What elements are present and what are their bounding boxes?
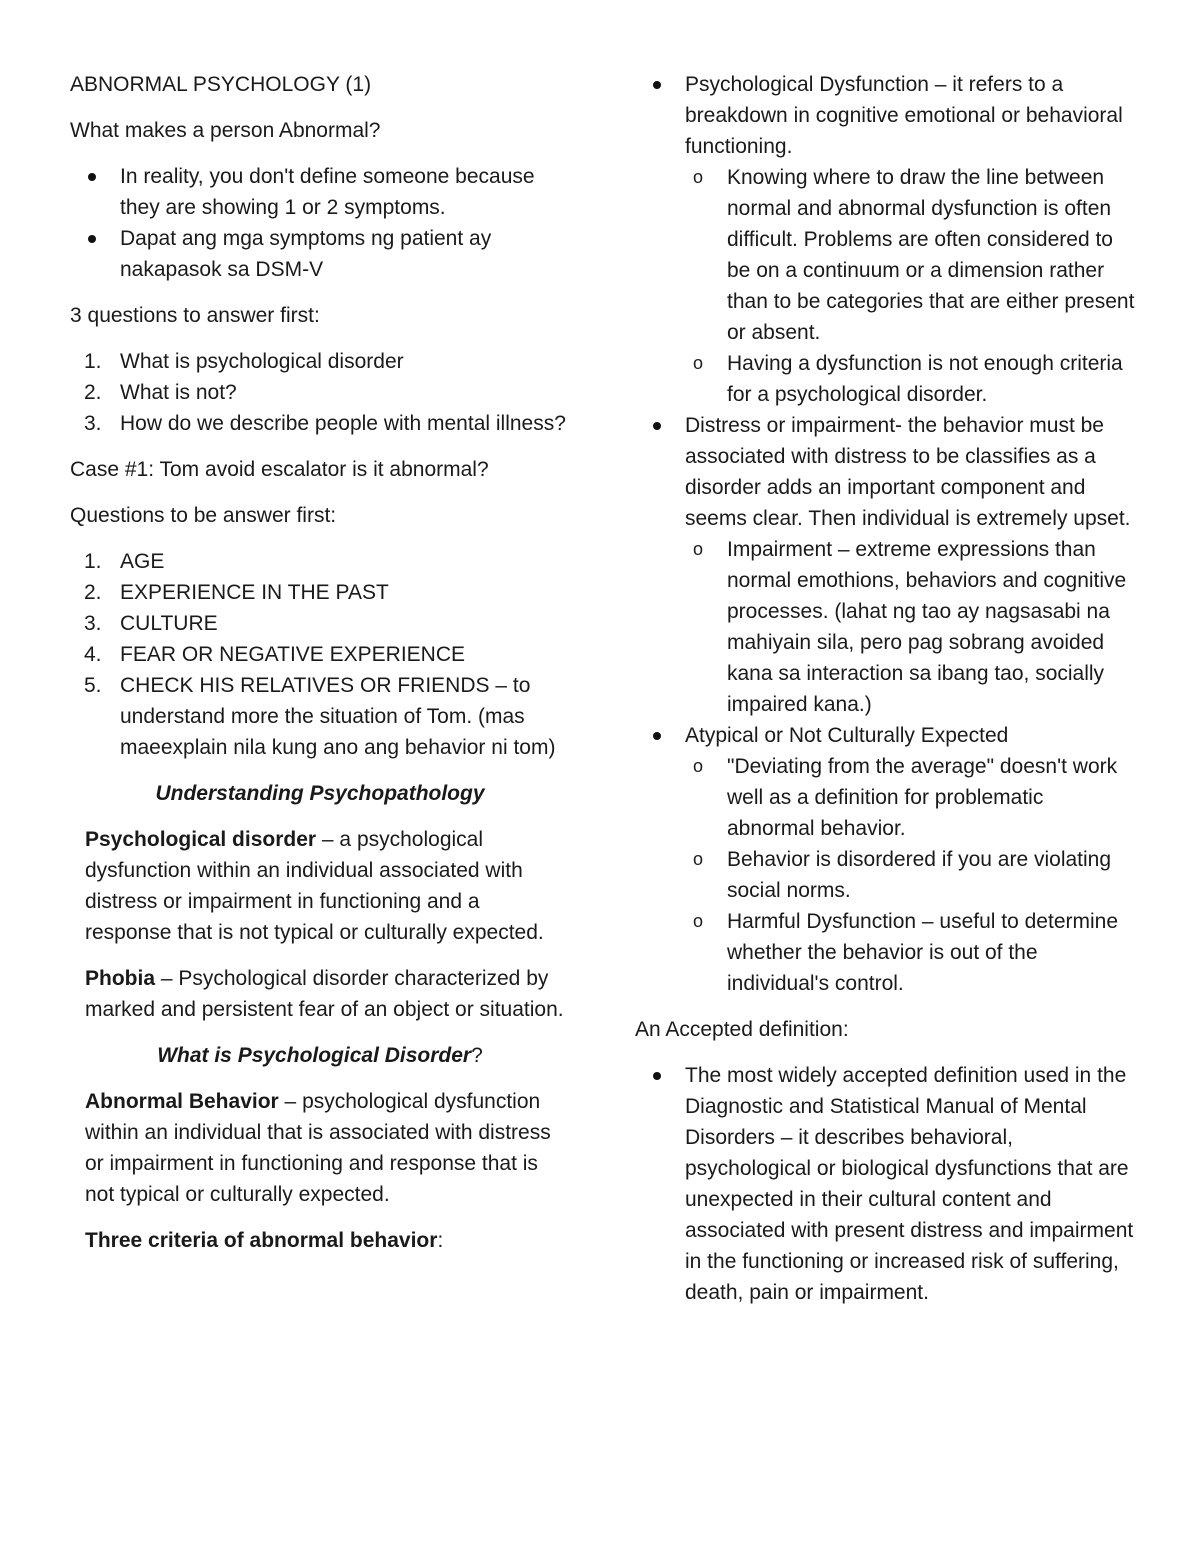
list-number: 2.: [84, 381, 102, 404]
left-column: [70, 69, 570, 1271]
list-number: 3.: [84, 612, 102, 635]
list-item: [635, 720, 1135, 999]
sub-list-item: o Impairment – extreme expressions than normal emothions, behaviors and cognitive processes. (lahat ng tao ay nagsasabi na mahiyain sila, pero pag sobrang avoided kana sa interaction sa ibang tao, socially impaired kana.): [685, 534, 1135, 720]
list-number: 4.: [84, 643, 102, 666]
list-item: [70, 639, 570, 670]
sub-list: [685, 534, 1135, 720]
list-item: [70, 577, 570, 608]
list-item: [635, 69, 1135, 410]
term: Abnormal Behavior: [85, 1090, 279, 1113]
list-item: The most widely accepted definition used in the Diagnostic and Statistical Manual of Mental Disorders – it describes behavioral, psychological or biological dysfunctions that are unexpected in their cultural content and associated with present distress and impairment in the functioning or increased risk of suffering, death, pain or impairment.: [635, 1060, 1135, 1308]
accepted-definition-list: [635, 1060, 1135, 1308]
list-item-text: What is psychological disorder: [120, 350, 404, 373]
three-criteria-label: [70, 1225, 570, 1256]
list-item: [70, 608, 570, 639]
sub-list-item: o Harmful Dysfunction – useful to determine whether the behavior is out of the individual's control.: [685, 906, 1135, 999]
list-item: Dapat ang mga symptoms ng patient ay nakapasok sa DSM-V: [70, 223, 570, 285]
list-item-text: CULTURE: [120, 612, 218, 635]
term: Psychological disorder: [85, 828, 317, 851]
abnormal-bullet-list: [70, 161, 570, 285]
sub-list: [685, 751, 1135, 999]
list-item-text: EXPERIENCE IN THE PAST: [120, 581, 389, 604]
sub-list-item: o Behavior is disordered if you are violating social norms.: [685, 844, 1135, 906]
list-number: 1.: [84, 550, 102, 573]
heading-q: ?: [471, 1044, 483, 1067]
question-abnormal: What makes a person Abnormal?: [70, 119, 381, 142]
list-item-text: Atypical or Not Culturally Expected: [685, 724, 1009, 747]
list-item: [70, 346, 570, 377]
list-number: 1.: [84, 350, 102, 373]
right-column: [635, 69, 1135, 1323]
criteria-list: [635, 69, 1135, 999]
definition: – psychological dysfunction within an individual that is associated with distress or impairment in functioning and response that is not typical or culturally expected.: [85, 1090, 551, 1206]
colon: :: [437, 1229, 444, 1252]
list-item: [635, 410, 1135, 720]
list-item: [70, 377, 570, 408]
what-is-heading: [70, 1040, 570, 1071]
heading-text: What is Psychological Disorder: [157, 1044, 472, 1067]
list-item-text: How do we describe people with mental illness?: [120, 412, 566, 435]
definition: – a psychological dysfunction within an individual associated with distress or impairment in functioning and a response that is not typical or culturally expected.: [85, 828, 544, 944]
definition: – Psychological disorder characterized by marked and persistent fear of an object or situation.: [85, 967, 564, 1021]
term: Three criteria of abnormal behavior: [85, 1229, 438, 1252]
list-item-text: What is not?: [120, 381, 237, 404]
page-title: ABNORMAL PSYCHOLOGY (1): [70, 73, 372, 96]
sub-list: [685, 162, 1135, 410]
questions-first-label: Questions to be answer first:: [70, 504, 337, 527]
list-item-text: AGE: [120, 550, 165, 573]
understanding-heading: Understanding Psychopathology: [155, 782, 485, 805]
accepted-definition-label: An Accepted definition:: [635, 1018, 849, 1041]
questions-first-list: [70, 546, 570, 763]
three-questions-list: [70, 346, 570, 439]
sub-list-item: o Knowing where to draw the line between normal and abnormal dysfunction is often difficult. Problems are often considered to be on a continuum or a dimension rather than to be categories that are either present or absent.: [685, 162, 1135, 348]
list-item: [70, 546, 570, 577]
list-item-text: Psychological Dysfunction – it refers to a breakdown in cognitive emotional or behavioral functioning.: [685, 73, 1123, 158]
list-item: [70, 670, 570, 763]
psych-disorder-definition: [70, 824, 570, 948]
phobia-definition: [70, 963, 570, 1025]
list-item-text: Distress or impairment- the behavior must be associated with distress to be classifies as a disorder adds an important component and seems clear. Then individual is extremely upset.: [685, 414, 1131, 530]
list-item-text: FEAR OR NEGATIVE EXPERIENCE: [120, 643, 466, 666]
case-1: Case #1: Tom avoid escalator is it abnormal?: [70, 458, 489, 481]
list-number: 3.: [84, 412, 102, 435]
list-item-text: CHECK HIS RELATIVES OR FRIENDS – to understand more the situation of Tom. (mas maeexplain nila kung ano ang behavior ni tom): [120, 674, 556, 759]
list-item: [70, 408, 570, 439]
list-item: In reality, you don't define someone because they are showing 1 or 2 symptoms.: [70, 161, 570, 223]
sub-list-item: o "Deviating from the average" doesn't work well as a definition for problematic abnormal behavior.: [685, 751, 1135, 844]
abnormal-behavior-definition: [70, 1086, 570, 1210]
term: Phobia: [85, 967, 156, 990]
sub-list-item: o Having a dysfunction is not enough criteria for a psychological disorder.: [685, 348, 1135, 410]
three-questions-label: 3 questions to answer first:: [70, 304, 320, 327]
list-number: 5.: [84, 674, 102, 697]
list-number: 2.: [84, 581, 102, 604]
